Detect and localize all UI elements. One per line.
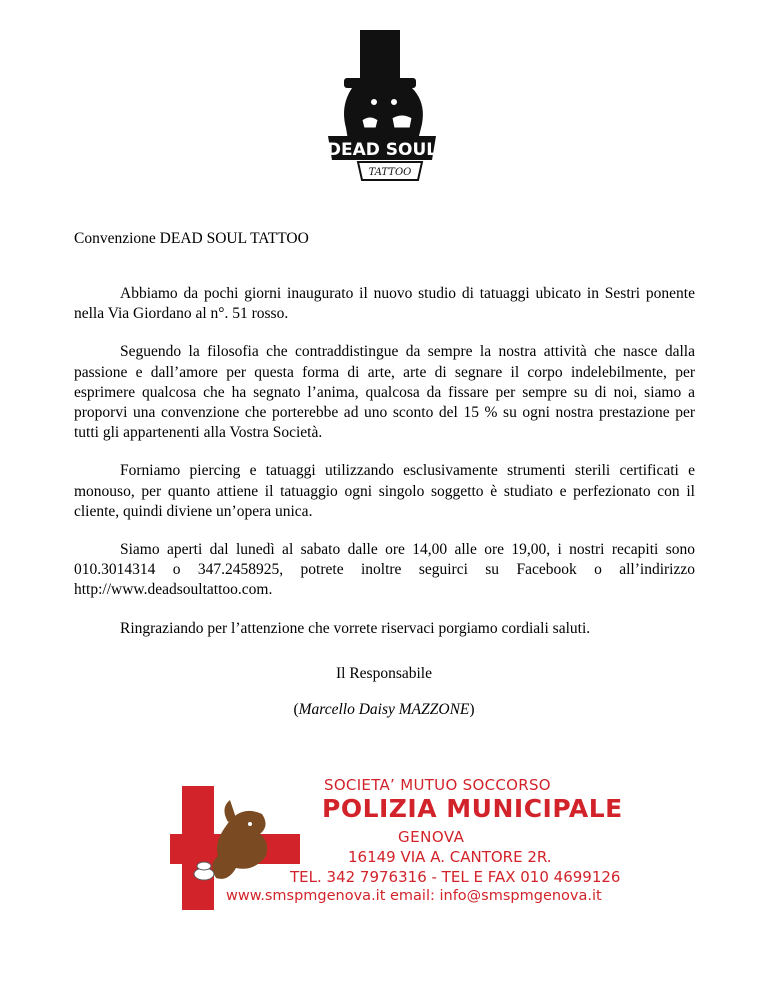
document-title: Convenzione DEAD SOUL TATTOO: [74, 230, 309, 247]
logo-main-text: DEAD SOUL: [326, 140, 438, 160]
signature-name: [0, 701, 768, 719]
paragraph-4: Siamo aperti dal lunedì al sabato dalle ore 14,00 alle ore 19,00, i nostri recapiti sono 010.3014314 o 347.2458925, potrete inoltre seguirci su Facebook o all’indirizzo http://www.deadsoultattoo.com.: [74, 541, 695, 599]
signature-role: Il Responsabile: [336, 665, 432, 682]
logo-sub-text: TATTOO: [368, 167, 412, 178]
signature-name-text: Marcello Daisy MAZZONE: [298, 701, 470, 718]
footer-society-name: SOCIETA’ MUTUO SOCCORSO: [324, 776, 551, 794]
signature-open-paren: (: [293, 701, 299, 718]
footer-web-email: www.smspmgenova.it email: info@smspmgenova.it: [226, 888, 602, 904]
paragraph-5: Ringraziando per l’attenzione che vorrete riservaci porgiamo cordiali saluti.: [120, 619, 591, 637]
polizia-municipale-logo: [170, 770, 623, 910]
footer-city: GENOVA: [398, 828, 465, 846]
signature-close-paren: ): [469, 701, 475, 718]
footer-address: 16149 VIA A. CANTORE 2R.: [348, 848, 552, 866]
paragraph-3: Forniamo piercing e tatuaggi utilizzando esclusivamente strumenti sterili certificati e monouso, per quanto attiene il tatuaggio ogni singolo soggetto è studiato e perfezionato con il cliente, quindi diviene un’opera unica.: [74, 462, 695, 520]
letter-body: [74, 284, 695, 657]
footer-phone: TEL. 342 7976316 - TEL E FAX 010 4699126: [290, 868, 621, 886]
paragraph-2: Seguendo la filosofia che contraddistingue da sempre la nostra attività che nasce dalla passione e dall’amore per questa forma di arte, arte di segnare il corpo indelebilmente, per esprimere qualcosa che ha segnato l’anima, qualcosa da fissare per sempre su di noi, siamo a proporvi una convenzione che porterebbe ad uno sconto del 15 % su ogni nostra prestazione per tutti gli appartenenti alla Vostra Società.: [74, 343, 695, 442]
dead-soul-tattoo-logo: [322, 28, 442, 188]
top-hat-figure-icon: [322, 28, 442, 188]
paragraph-1: Abbiamo da pochi giorni inaugurato il nuovo studio di tatuaggi ubicato in Sestri ponente nella Via Giordano al n°. 51 rosso.: [74, 285, 695, 323]
footer-organization: POLIZIA MUNICIPALE: [322, 794, 623, 823]
